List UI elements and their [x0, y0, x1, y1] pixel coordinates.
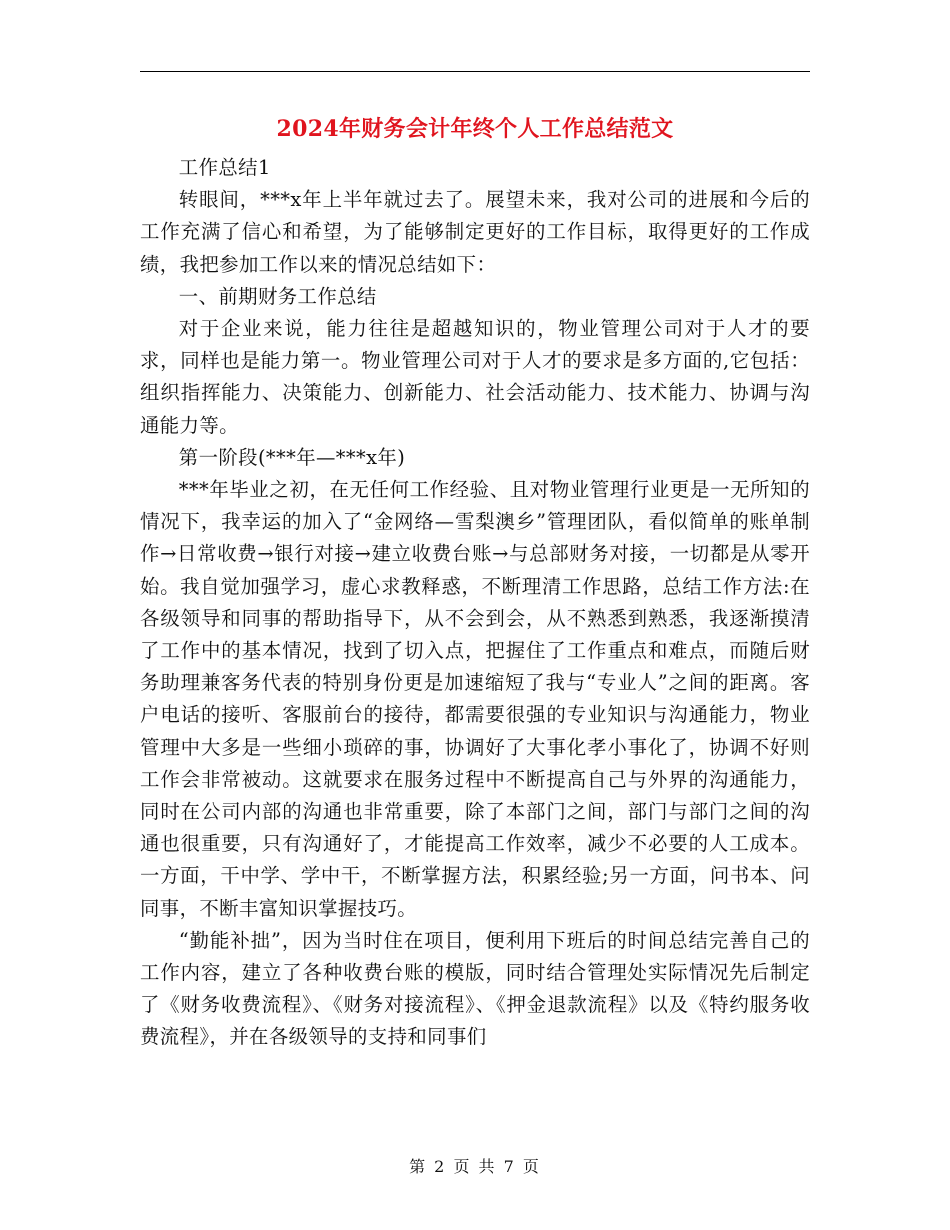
paragraph-stage-detail: ***年毕业之初，在无任何工作经验、且对物业管理行业更是一无所知的情况下，我幸运的加入了“金网络—雪梨澳乡”管理团队，看似简单的账单制作→日常收费→银行对接→建立收费台账→与总部财务对接，一切都是从零开始。我自觉加强学习，虚心求教释惑，不断理清工作思路，总结工作方法:在各级领导和同事的帮助指导下，从不会到会，从不熟悉到熟悉，我逐渐摸清了工作中的基本情况，找到了切入点，把握住了工作重点和难点，而随后财务助理兼客务代表的特别身份更是加速缩短了我与“专业人”之间的距离。客户电话的接听、客服前台的接待，都需要很强的专业知识与沟通能力，物业管理中大多是一些细小琐碎的事，协调好了大事化孝小事化了，协调不好则工作会非常被动。这就要求在服务过程中不断提高自己与外界的沟通能力，同时在公司内部的沟通也非常重要，除了本部门之间，部门与部门之间的沟通也很重要，只有沟通好了，才能提高工作效率，减少不必要的人工成本。一方面，干中学、学中干，不断掌握方法，积累经验;另一方面，问书本、问同事，不断丰富知识掌握技巧。 [140, 478, 810, 920]
document-title: 2024年财务会计年终个人工作总结范文 [276, 116, 674, 142]
paragraph-intro: 转眼间，***x年上半年就过去了。展望未来，我对公司的进展和今后的工作充满了信心和希望，为了能够制定更好的工作目标，取得更好的工作成绩，我把参加工作以来的情况总结如下： [140, 188, 810, 276]
paragraph-heading-summary-1: 工作总结1 [178, 156, 271, 179]
paragraph-diligence: “勤能补拙”，因为当时住在项目，便利用下班后的时间总结完善自己的工作内容，建立了各种收费台账的模版，同时结合管理处实际情况先后制定了《财务收费流程》、《财务对接流程》、《押金退款流程》以及《特约服务收费流程》，并在各级领导的支持和同事们 [140, 928, 810, 1049]
paragraph-stage-heading: 第一阶段(***年—***x年) [178, 445, 406, 469]
paragraph-ability: 对于企业来说，能力往往是超越知识的，物业管理公司对于人才的要求，同样也是能力第一。物业管理公司对于人才的要求是多方面的,它包括：组织指挥能力、决策能力、创新能力、社会活动能力、技术能力、协调与沟通能力等。 [140, 317, 810, 437]
paragraph-section-heading: 一、前期财务工作总结 [178, 284, 377, 308]
page-number-footer: 第 2 页 共 7 页 [409, 1157, 541, 1176]
header-rule [140, 71, 810, 72]
document-body [140, 152, 810, 1054]
